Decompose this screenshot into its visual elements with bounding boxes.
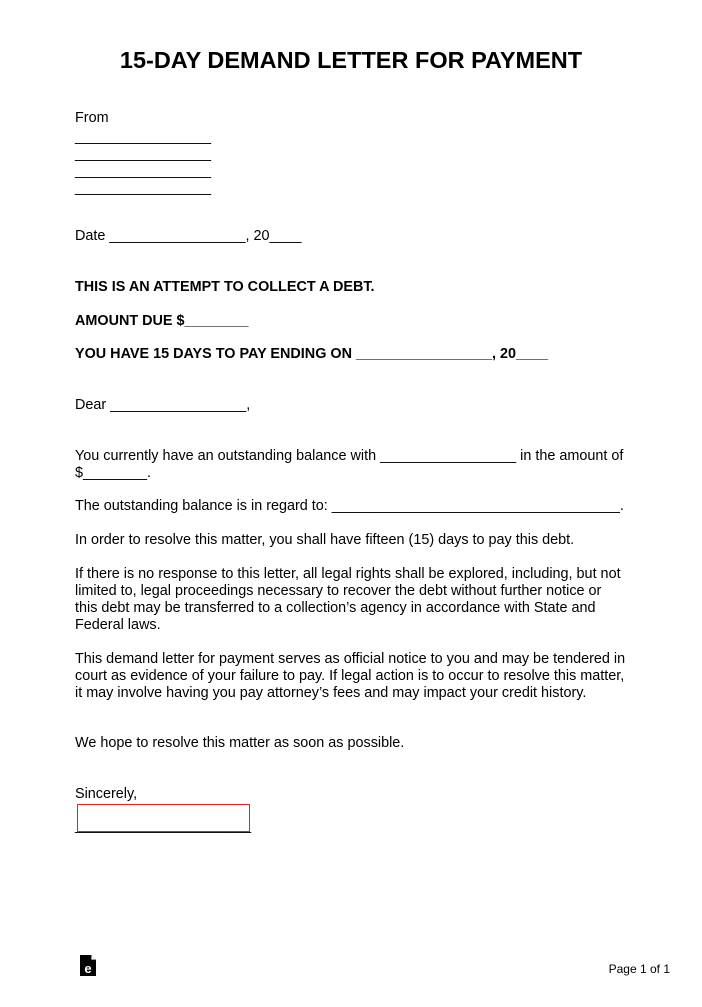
- closing: Sincerely,: [75, 786, 138, 802]
- debt-notice: THIS IS AN ATTEMPT TO COLLECT A DEBT.: [75, 279, 375, 295]
- from-line-1[interactable]: _________________: [75, 129, 212, 145]
- document-title: 15-DAY DEMAND LETTER FOR PAYMENT: [119, 47, 583, 73]
- paragraph-notice: This demand letter for payment serves as official notice to you and may be tendered in court as evidence of your failure to pay. If legal action is to occur to resolve this matter, it may involve having you pay attorney’s fees and may impact your credit history.: [75, 651, 626, 701]
- from-line-3[interactable]: _________________: [75, 163, 212, 179]
- paragraph-no-response: If there is no response to this letter, all legal rights shall be explored, including, but not limited to, legal proceedings necessary to recover the debt without further notice or this debt may be transferred to a collection’s agency in accordance with State and Federal laws.: [75, 566, 621, 633]
- from-line-4[interactable]: _________________: [75, 180, 212, 196]
- paragraph-balance: You currently have an outstanding balance with _________________ in the amount of $________.: [75, 448, 624, 481]
- salutation[interactable]: Dear _________________,: [75, 397, 251, 413]
- paragraph-resolve: In order to resolve this matter, you shall have fifteen (15) days to pay this debt.: [75, 532, 575, 548]
- amount-due[interactable]: AMOUNT DUE $________: [75, 313, 249, 329]
- date-line[interactable]: Date _________________, 20____: [75, 228, 302, 244]
- svg-text:e: e: [84, 961, 92, 976]
- signature-field[interactable]: [77, 804, 250, 832]
- paragraph-regard: The outstanding balance is in regard to: ____________________________________.: [75, 498, 624, 514]
- from-label: From: [75, 110, 109, 126]
- eforms-logo-icon: [79, 955, 97, 977]
- signature-line: ______________________: [75, 818, 252, 834]
- page-number: Page 1 of 1: [608, 962, 670, 976]
- days-to-pay[interactable]: YOU HAVE 15 DAYS TO PAY ENDING ON _________________, 20____: [75, 346, 549, 362]
- paragraph-hope: We hope to resolve this matter as soon as possible.: [75, 735, 405, 751]
- from-line-2[interactable]: _________________: [75, 146, 212, 162]
